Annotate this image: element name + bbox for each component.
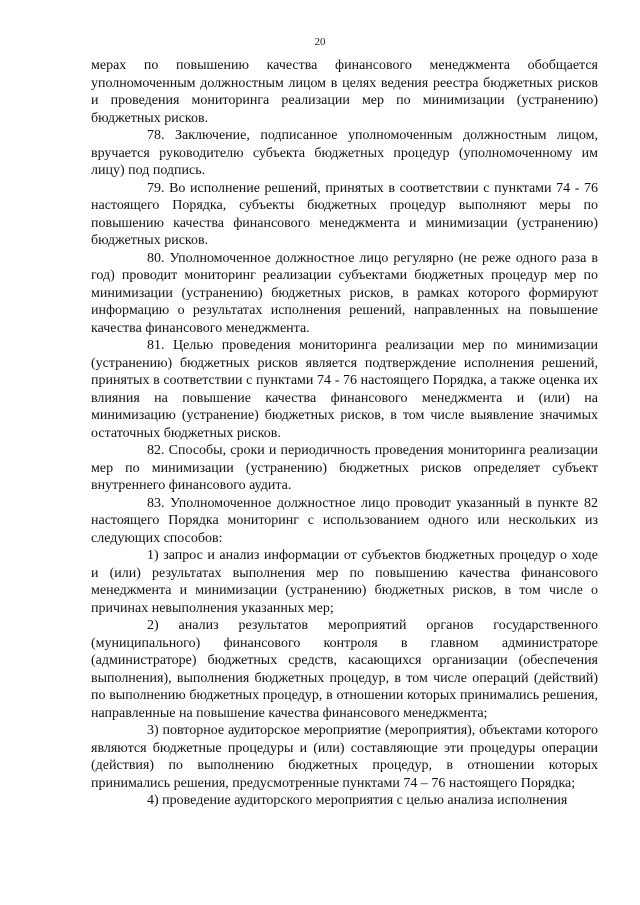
paragraph-continuation: мерах по повышению качества финансового менеджмента обобщается уполномоченным должностным лицом в целях ведения реестра бюджетных рисков и проведения мониторинга реализации мер по минимизации (устранению) бюджетных рисков. [91,58,598,126]
paragraph-78: 78. Заключение, подписанное уполномоченным должностным лицом, вручается руководителю субъекта бюджетных процедур (уполномоченному им лицу) под подпись. [91,128,598,178]
list-item-2: 2) анализ результатов мероприятий органов государственного (муниципального) финансового контроля в главном администраторе (администраторе) бюджетных средств, касающихся организации (обеспечения выполнения), выполнения бюджетных процедур, в том числе операций (действий) по выполнению бюджетных процедур, в отношении которых принимались решения, направленные на повышение качества финансового менеджмента; [91,618,598,721]
paragraph-83: 83. Уполномоченное должностное лицо проводит указанный в пункте 82 настоящего Порядка мониторинг с использованием одного или нескольких из следующих способов: [91,495,598,546]
paragraph-80: 80. Уполномоченное должностное лицо регулярно (не реже одного раза в год) проводит мониторинг реализации субъектами бюджетных процедур мер по минимизации (устранению) бюджетных рисков, в рамках которого формируют информацию о результатах исполнения решений, направленных на повышение качества финансового менеджмента. [91,250,598,336]
document-body [91,57,598,810]
page-number: 20 [314,36,326,48]
paragraph-82: 82. Способы, сроки и периодичность проведения мониторинга реализации мер по минимизации (устранению) бюджетных рисков определяет субъект внутреннего финансового аудита. [91,443,598,493]
list-item-3: 3) повторное аудиторское мероприятие (мероприятия), объектами которого являются бюджетные процедуры и (или) составляющие эти процедуры операции (действия) по выполнению бюджетных процедур, в отношении которых принимались решения, предусмотренные пунктами 74 – 76 настоящего Порядка; [91,723,598,791]
list-item-4: 4) проведение аудиторского мероприятия с целью анализа исполнения [147,793,568,808]
list-item-1: 1) запрос и анализ информации от субъектов бюджетных процедур о ходе и (или) результатах выполнения мер по повышению качества финансового менеджмента и минимизации (устранению) бюджетных рисков, в том числе о причинах невыполнения указанных мер; [91,548,598,616]
paragraph-81: 81. Целью проведения мониторинга реализации мер по минимизации (устранению) бюджетных рисков является подтверждение исполнения решений, принятых в соответствии с пунктами 74 - 76 настоящего Порядка, а также оценка их влияния на повышение качества финансового менеджмента и (или) на минимизацию (устранение) бюджетных рисков, в том числе выявление значимых остаточных бюджетных рисков. [91,338,598,441]
paragraph-79: 79. Во исполнение решений, принятых в соответствии с пунктами 74 - 76 настоящего Порядка, субъекты бюджетных процедур выполняют меры по повышению качества финансового менеджмента и минимизации (устранению) бюджетных рисков. [91,180,598,248]
